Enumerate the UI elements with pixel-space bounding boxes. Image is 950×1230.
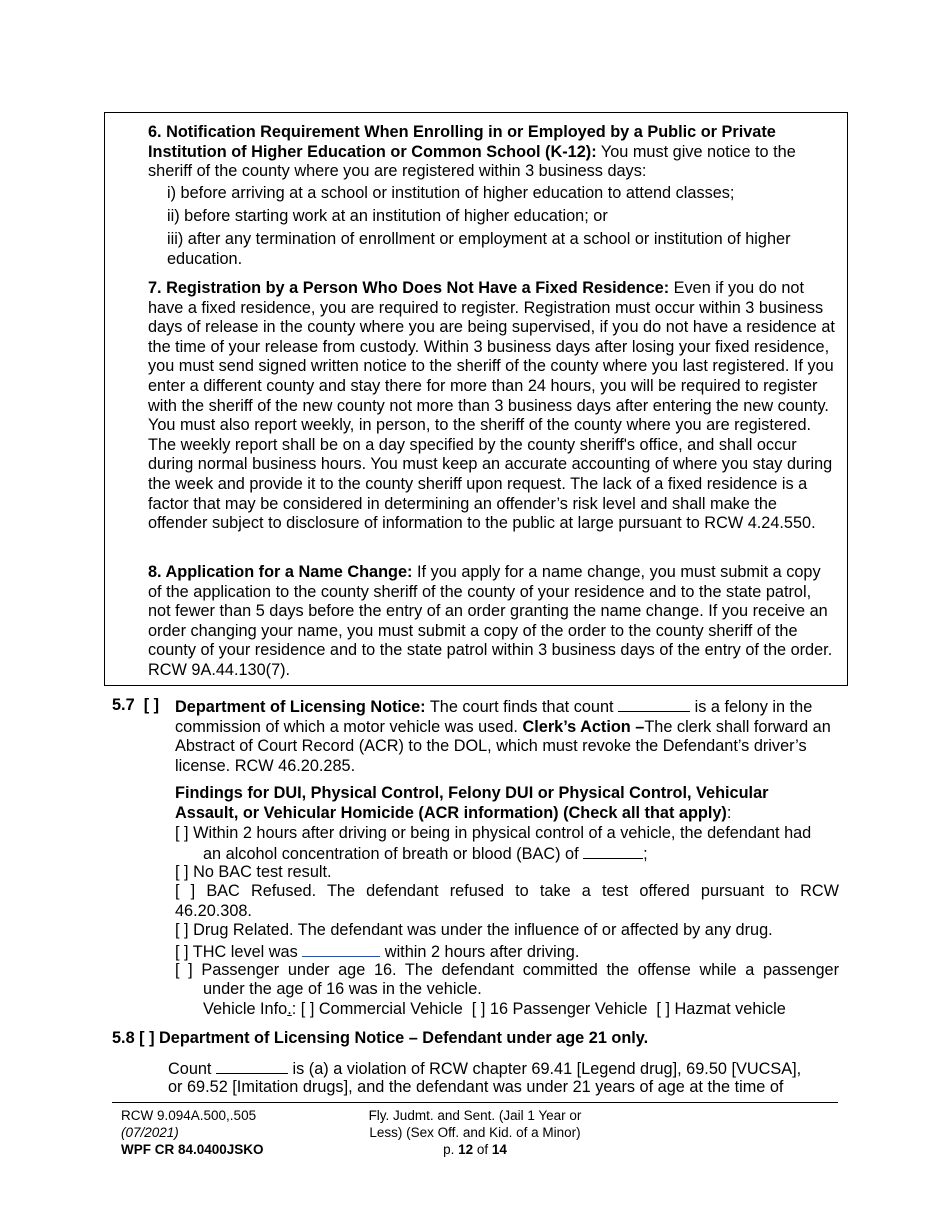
finding-drug-related[interactable]: [ ] Drug Related. The defendant was under the influence of or affected by any drug. bbox=[175, 921, 773, 939]
section-5-7-checkbox[interactable]: [ ] bbox=[143, 696, 160, 714]
findings-heading: Findings for DUI, Physical Control, Felony DUI or Physical Control, Vehicular Assault, or Vehicular Homicide (ACR information) (Check all that apply): bbox=[175, 784, 769, 822]
thc-blank[interactable] bbox=[302, 941, 380, 957]
page-total: 14 bbox=[491, 1142, 507, 1157]
vehicle-info[interactable]: Vehicle Info.: [ ] Commercial Vehicle [ ] 16 Passenger Vehicle [ ] Hazmat vehicle bbox=[203, 1000, 786, 1018]
section-6-paragraph bbox=[148, 123, 838, 182]
finding-bac-refused-rcw: 46.20.308. bbox=[175, 902, 252, 920]
section-7-paragraph bbox=[148, 279, 838, 534]
section-7-text: Even if you do not have a fixed residence, you are required to register. Registration must occur within 3 business days of release in the county where you are being supervised, if you do not have a residence at the time of your release from custody. Within 3 business days after losing your fixed residence, you must send signed written notice to the sheriff of the county where you last registered. If you enter a different county and stay there for more than 24 hours, you will be required to register with the sheriff of the new county not more than 3 business days after entering the new county. You must also report weekly, in person, to the sheriff of the county where you are registered. The weekly report shall be on a day specified by the county sheriff's office, and shall occur during normal business hours. You must keep an accurate accounting of where you stay during the week and provide it to the county sheriff upon request. The lack of a fixed residence is a factor that may be considered in determining an offender’s risk level and shall make the offender subject to disclosure of information to the public at large pursuant to RCW 4.24.550. bbox=[148, 279, 835, 533]
section-8-paragraph bbox=[148, 563, 838, 681]
vehicle-options[interactable]: [ ] Commercial Vehicle [ ] 16 Passenger Vehicle [ ] Hazmat vehicle bbox=[300, 1000, 786, 1018]
section-8-text: If you apply for a name change, you must submit a copy of the application to the county sheriff of the county of your residence and to the state patrol, not fewer than 5 days before the entry of an order granting the name change. If you receive an order changing your name, you must submit a copy of the order to the county sheriff of the county of your residence and to the state patrol within 3 business days of the entry of the order. RCW 9A.44.130(7). bbox=[148, 563, 833, 679]
finding-no-bac[interactable]: [ ] No BAC test result. bbox=[175, 863, 332, 881]
finding-bac-refused[interactable]: [ ] BAC Refused. The defendant refused to take a test offered pursuant to RCW bbox=[175, 882, 839, 900]
finding-passenger-text: under the age of 16 was in the vehicle. bbox=[203, 980, 482, 998]
footer-title-2: Less) (Sex Off. and Kid. of a Minor) bbox=[369, 1125, 581, 1140]
finding-thc-level[interactable]: [ ] THC level was within 2 hours after driving. bbox=[175, 943, 580, 961]
footer-form-number: WPF CR 84.0400JSKO bbox=[121, 1142, 264, 1157]
footer-date: (07/2021) bbox=[121, 1125, 179, 1140]
section-5-8-line-1: Count is (a) a violation of RCW chapter 69.41 [Legend drug], 69.50 [VUCSA], bbox=[168, 1060, 802, 1078]
count-blank[interactable] bbox=[618, 696, 690, 712]
page-number: 12 bbox=[458, 1142, 474, 1157]
bac-blank[interactable] bbox=[583, 843, 643, 859]
clerks-action: Clerk’s Action – bbox=[522, 717, 645, 736]
footer-left bbox=[121, 1107, 264, 1158]
footer-center bbox=[340, 1107, 610, 1158]
footer-rule bbox=[112, 1102, 838, 1103]
section-6-text: You must give notice to the sheriff of the county where you are registered within 3 business days: bbox=[148, 142, 796, 181]
section-5-8-heading: 5.8 [ ] Department of Licensing Notice – Defendant under age 21 only. bbox=[112, 1029, 649, 1047]
section-6-heading: 6. Notification Requirement When Enrolling in or Employed by a Public or Private Institution of Higher Education or Common School (K-12): bbox=[148, 123, 776, 161]
section-6-item-2: ii) before starting work at an institution of higher education; or bbox=[167, 207, 608, 225]
section-5-8-line-2: or 69.52 [Imitation drugs], and the defendant was under 21 years of age at the time of bbox=[168, 1078, 784, 1096]
section-6-item-3: iii) after any termination of enrollment or employment at a school or institution of higher education. bbox=[167, 230, 791, 268]
finding-passenger-under-16[interactable]: [ ] Passenger under age 16. The defendant committed the offense while a passenger bbox=[175, 961, 839, 979]
footer-page: p. 12 of 14 bbox=[443, 1142, 507, 1157]
footer-rcw: RCW 9.094A.500,.505 bbox=[121, 1108, 257, 1123]
finding-bac-level: an alcohol concentration of breath or blood (BAC) of ; bbox=[203, 845, 648, 863]
finding-bac-within-2-hours[interactable]: [ ] Within 2 hours after driving or being in physical control of a vehicle, the defendant had bbox=[175, 824, 812, 842]
section-6-item-1: i) before arriving at a school or institution of higher education to attend classes; bbox=[167, 184, 735, 202]
section-7-heading: 7. Registration by a Person Who Does Not Have a Fixed Residence: bbox=[148, 279, 670, 297]
count-5-8-blank[interactable] bbox=[216, 1058, 288, 1074]
section-5-7-number: 5.7 [ ] bbox=[112, 696, 160, 714]
section-5-7-heading: Department of Licensing Notice: bbox=[175, 698, 426, 716]
footer-title-1: Fly. Judmt. and Sent. (Jail 1 Year or bbox=[368, 1108, 582, 1123]
section-8-heading: 8. Application for a Name Change: bbox=[148, 563, 413, 581]
section-5-7-paragraph: Department of Licensing Notice: The court finds that count is a felony in the commission of which a motor vehicle was used. Clerk’s Action –The clerk shall forward an Abstract of Court Record (ACR) to the DOL, which must revoke the Defendant’s driver’s license. RCW 46.20.285. bbox=[175, 698, 831, 775]
